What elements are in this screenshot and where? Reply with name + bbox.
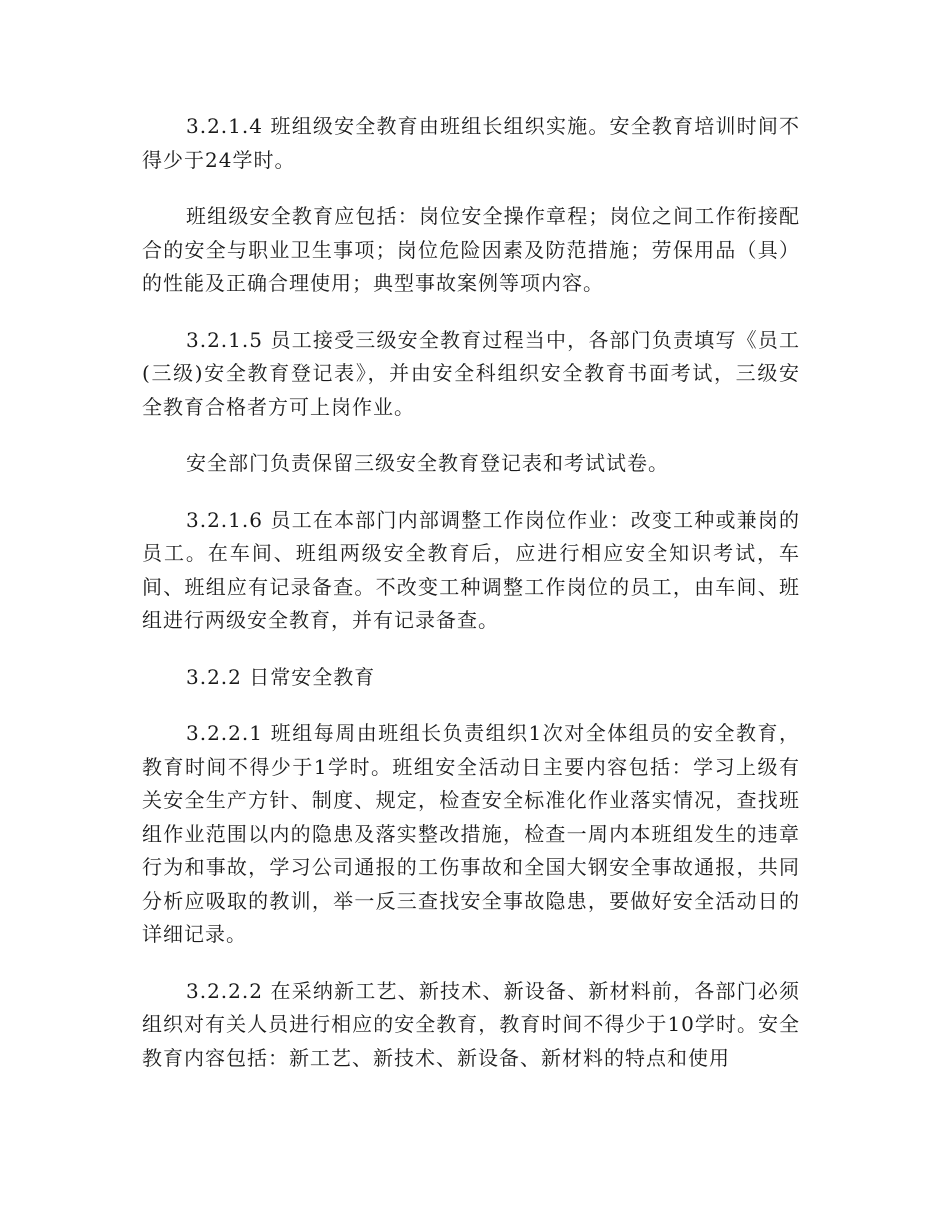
paragraph-3-2-2-2: 3.2.2.2 在采纳新工艺、新技术、新设备、新材料前，各部门必须组织对有关人员进行相应的安全教育，教育时间不得少于10学时。安全教育内容包括：新工艺、新技术、新设备、新材料的特点和使用 xyxy=(142,978,800,1070)
paragraph-3-2-2-1: 3.2.2.1 班组每周由班组长负责组织1次对全体组员的安全教育，教育时间不得少于1学时。班组安全活动日主要内容包括：学习上级有关安全生产方针、制度、规定，检查安全标准化作业落实情况，查找班组作业范围以内的隐患及落实整改措施，检查一周内本班组发生的违章行为和事故，学习公司通报的工伤事故和全国大钢安全事故通报，共同分析应吸取的教训，举一反三查找安全事故隐患，要做好安全活动日的详细记录。 xyxy=(142,721,800,946)
paragraph-3-2-1-5: 3.2.1.5 员工接受三级安全教育过程当中，各部门负责填写《员工(三级)安全教育登记表》，并由安全科组织安全教育书面考试，三级安全教育合格者方可上岗作业。 xyxy=(142,327,800,419)
paragraph-team-education-content: 班组级安全教育应包括：岗位安全操作章程；岗位之间工作衔接配合的安全与职业卫生事项；岗位危险因素及防范措施；劳保用品（具）的性能及正确合理使用；典型事故案例等项内容。 xyxy=(142,204,800,295)
paragraph-3-2-1-4: 3.2.1.4 班组级安全教育由班组长组织实施。安全教育培训时间不得少于24学时。 xyxy=(142,114,800,172)
paragraph-records-retention: 安全部门负责保留三级安全教育登记表和考试试卷。 xyxy=(186,451,669,475)
paragraph-3-2-1-6: 3.2.1.6 员工在本部门内部调整工作岗位作业：改变工种或兼岗的员工。在车间、班组两级安全教育后，应进行相应安全知识考试，车间、班组应有记录备查。不改变工种调整工作岗位的员工，由车间、班组进行两级安全教育，并有记录备查。 xyxy=(142,507,800,632)
heading-3-2-2: 3.2.2 日常安全教育 xyxy=(186,664,376,689)
